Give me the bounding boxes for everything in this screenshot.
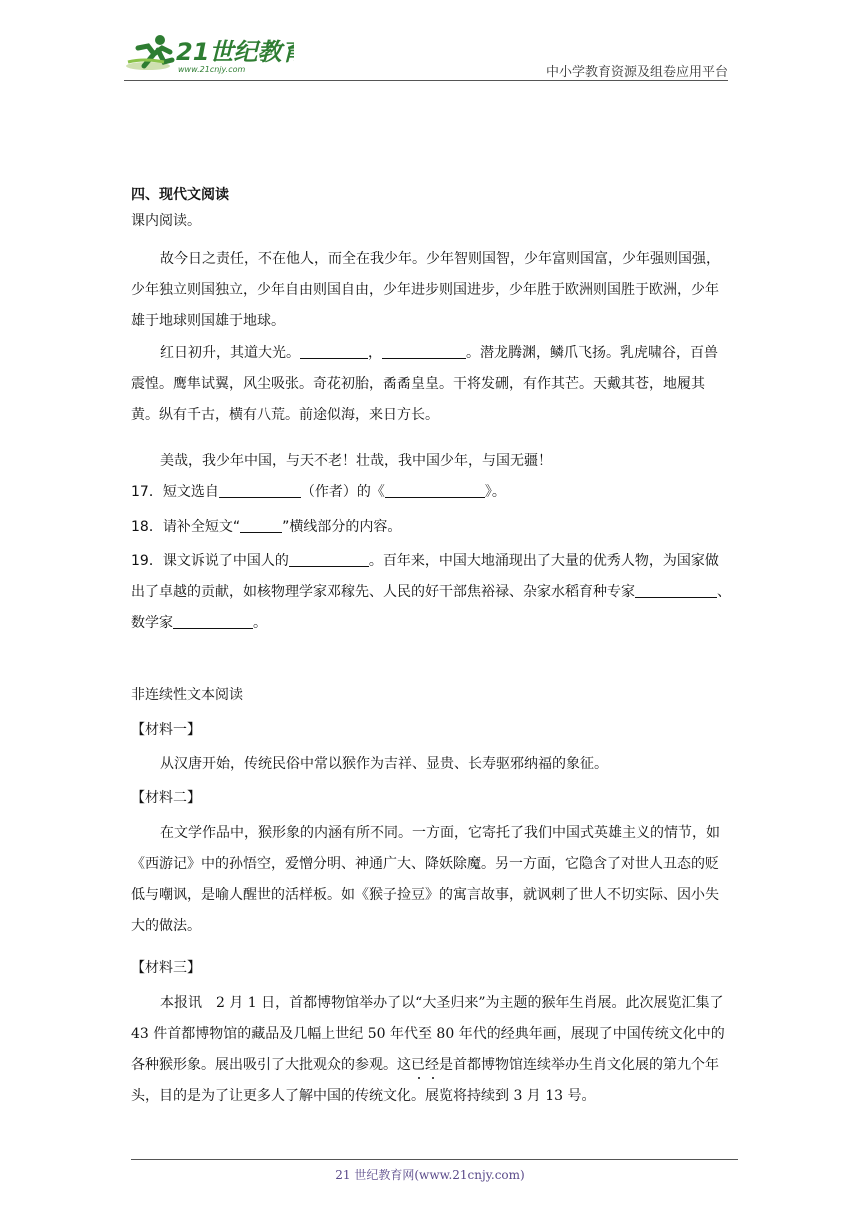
header-divider: [124, 80, 728, 81]
material-1-text: 从汉唐开始，传统民俗中常以猴作为吉祥、显贵、长寿驱邪纳福的象征。: [160, 756, 608, 772]
question-17: 17．短文选自 （作者）的《 》。: [131, 484, 506, 500]
passage-paragraph-1: 故今日之责任，不在他人，而全在我少年。少年智则国智，少年富则国富，少年强则国强，少年独立则国独立，少年自由则国自由，少年进步则国进步，少年胜于欧洲则国胜于欧洲，少年雄于地球则国雄于地球。: [131, 251, 720, 329]
section-heading-noncontinuous: 非连续性文本阅读: [131, 687, 243, 703]
site-logo: [124, 32, 294, 76]
passage-paragraph-3: 美哉，我少年中国，与天不老！壮哉，我中国少年，与国无疆！: [160, 453, 552, 469]
passage-paragraph-2: 红日初升，其道大光。 ， 。潜龙腾渊，鳞爪飞扬。乳虎啸谷，百兽震惶。鹰隼试翼，风尘吸张。奇花初胎，矞矞皇皇。干将发硎，有作其芒。天戴其苍，地履其黄。纵有千古，横有八荒。前途似海，来日方长。: [131, 345, 718, 423]
answer-blank: [219, 482, 301, 498]
svg-text:www.21cnjy.com: www.21cnjy.com: [178, 65, 246, 74]
material-3-text: 本报讯 2 月 1 日，首都博物馆举办了以“大圣归来”为主题的猴年生肖展。此次展览汇集了 43 件首都博物馆的藏品及几幅上世纪 50 年代至 80 年代的经典年画，展现了中国传统文化中的各种猴形象。展出吸引了大批观众的参观。这已经是首都博物馆连续举办生肖文化展的第九个年头，目的是为了让更多人了解中国的传统文化。展览将持续到 3 月 13 号。: [131, 995, 725, 1104]
material-1-label: 【材料一】: [131, 722, 201, 738]
material-2-text: 在文学作品中，猴形象的内涵有所不同。一方面，它寄托了我们中国式英雄主义的情节，如《西游记》中的孙悟空，爱憎分明、神通广大、降妖除魔。另一方面，它隐含了对世人丑态的贬低与嘲讽，是喻人醒世的活样板。如《猴子捡豆》的寓言故事，就讽刺了世人不切实际、因小失大的做法。: [131, 825, 720, 934]
blank-line: [300, 343, 368, 359]
blank-line: [382, 343, 466, 359]
answer-blank: [635, 582, 717, 598]
material-2-label: 【材料二】: [131, 790, 201, 806]
runner-logo-icon: [124, 32, 294, 76]
question-19: 19．课文诉说了中国人的 。百年来，中国大地涌现出了大量的优秀人物，为国家做出了卓越的贡献，如核物理学家邓稼先、人民的好干部焦裕禄、杂家水稻育种专家 、数学家 。: [131, 553, 731, 631]
svg-text:21世纪教育: 21世纪教育: [176, 38, 294, 66]
platform-title: 中小学教育资源及组卷应用平台: [545, 65, 728, 80]
section-heading-modern-reading: 四、现代文阅读: [131, 187, 229, 203]
answer-blank: [385, 482, 485, 498]
footer-text: 21 世纪教育网(www.21cnjy.com): [335, 1168, 525, 1182]
question-18: 18．请补全短文“ ”横线部分的内容。: [131, 519, 402, 535]
answer-blank: [240, 517, 282, 533]
answer-blank: [173, 613, 253, 629]
footer-divider: [131, 1159, 738, 1160]
answer-blank: [289, 551, 369, 567]
material-3-label: 【材料三】: [131, 960, 201, 976]
section-subheading: 课内阅读。: [131, 213, 201, 229]
